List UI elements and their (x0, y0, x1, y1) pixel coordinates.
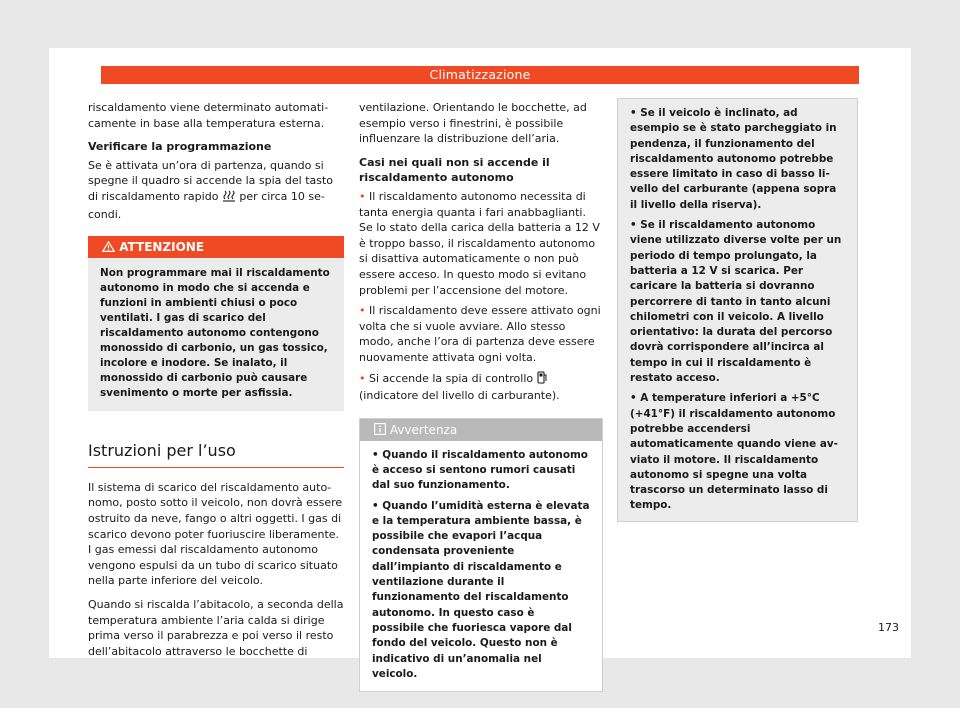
bullet: • (359, 304, 366, 318)
paragraph-heating: Quando si riscalda l’abitacolo, a seconda della temperatura ambiente l’aria calda si dirige prima verso il parabrezza e poi verso il resto dell’abitacolo attraverso le bocchette di (88, 597, 344, 658)
bullet: • (359, 189, 366, 203)
list-item: • Il riscaldamento deve essere attivato ogni volta che si vuole avviare. Allo stesso modo, anche l’ora di partenza deve essere nuovamente attivata ogni volta. (359, 304, 601, 364)
bullet: • (630, 107, 637, 119)
chapter-header: Climatizzazione (101, 66, 859, 84)
paragraph-departure: Se è attivata un’ora di partenza, quando si spegne il quadro si accende la spia del tasto di riscaldamento rapido per circa 10 secondi. (88, 158, 334, 221)
list-item: • Quando il riscaldamento autonomo è acceso si sentono rumori causati dal suo funzionamento. (372, 448, 588, 492)
note-text (360, 441, 602, 691)
list-item: • A temperature inferiori a +5°C (+41°F) il riscaldamento autonomo potrebbe accendersi automaticamente quando viene avviato il motore. Il riscaldamento autonomo si spegne una volta trascorso un determinato lasso di tempo. (630, 392, 838, 512)
subheading-cases: Casi nei quali non si accende il riscaldamento autonomo (359, 155, 550, 185)
warning-text: Non programmare mai il riscaldamento autonomo in modo che si accenda e funzioni in ambienti chiusi o poco ventilati. I gas di scarico del riscaldamento autonomo contengono monossido di carbonio, un gas tossico, incolore e inodore. Se inalato, il monossido di carbonio può causare svenimento o morte per asfissia. (100, 267, 330, 400)
list-item: • Se il veicolo è inclinato, ad esempio se è stato parcheggiato in pendenza, il funzionamento del riscaldamento autonomo potrebbe essere limitato in caso di basso livello del carburante (appena sopra il livello della riserva). (630, 107, 837, 211)
list-item: • Il riscaldamento autonomo necessita di tanta energia quanta i fari anabbaglianti. Se lo stato della carica della batteria a 12 V è troppo basso, il riscaldamento autonomo si disattiva automaticamente o non può essere acceso. In questo modo si evitano problemi per l’accensione del motore. (359, 189, 600, 297)
bullet: • (372, 499, 379, 512)
subheading-verify: Verificare la programmazione (88, 140, 272, 154)
warning-box (88, 236, 344, 411)
paragraph: ventilazione. Orientando le bocchette, ad esempio verso i finestrini, è possibile influenzare la distribuzione dell’aria. (359, 101, 587, 146)
note-box (359, 418, 603, 692)
note-continuation-box (617, 98, 858, 522)
section-title: Istruzioni per l’uso (88, 443, 344, 468)
bullet: • (372, 448, 379, 461)
column-3 (617, 98, 858, 522)
warning-icon (102, 240, 119, 254)
bullet: • (630, 392, 637, 405)
list-item: • Quando l’umidità esterna è elevata e la temperatura ambiente bassa, è possibile che evapori l’acqua condensata proveniente dall’impianto di riscaldamento e ventilazione durante il funzionamento del riscaldamento autonomo. In questo caso è possibile che fuoriesca vapore dal fondo del veicolo. Questo non è indicativo di un’anomalia nel veicolo. (372, 499, 590, 680)
page-number: 173 (878, 621, 899, 634)
fuel-gauge-icon (537, 371, 548, 389)
quick-heating-icon (222, 190, 236, 207)
column-2 (359, 100, 603, 692)
paragraph-exhaust: Il sistema di scarico del riscaldamento autonomo, posto sotto il veicolo, non dovrà essere ostruito da neve, fango o altri oggetti. I gas di scarico devono poter fuoriuscire liberamente. I gas emessi dal riscaldamento autonomo vengono espulsi da un tubo di scarico situato nella parte inferiore del veicolo. (88, 480, 343, 588)
list-item: • Si accende la spia di controllo (indicatore del livello di carburante). (359, 371, 560, 403)
column-1 (88, 100, 344, 667)
warning-header: ATTENZIONE (88, 236, 344, 258)
paragraph: riscaldamento viene determinato automaticamente in base alla temperatura esterna. (88, 101, 329, 130)
bullet: • (630, 219, 637, 232)
info-icon (374, 423, 390, 437)
note-header: Avvertenza (360, 419, 602, 441)
bullet: • (359, 371, 366, 385)
list-item: • Se il riscaldamento autonomo viene utilizzato diverse volte per un periodo di tempo prolungato, la batteria a 12 V si scarica. Per caricare la batteria si dovranno percorrere di tanto in tanto alcuni chilometri con il veicolo. A livello orientativo: la durata del percorso dovrà corrispondere all’incirca al tempo in cui il riscaldamento è restato acceso. (630, 219, 842, 385)
